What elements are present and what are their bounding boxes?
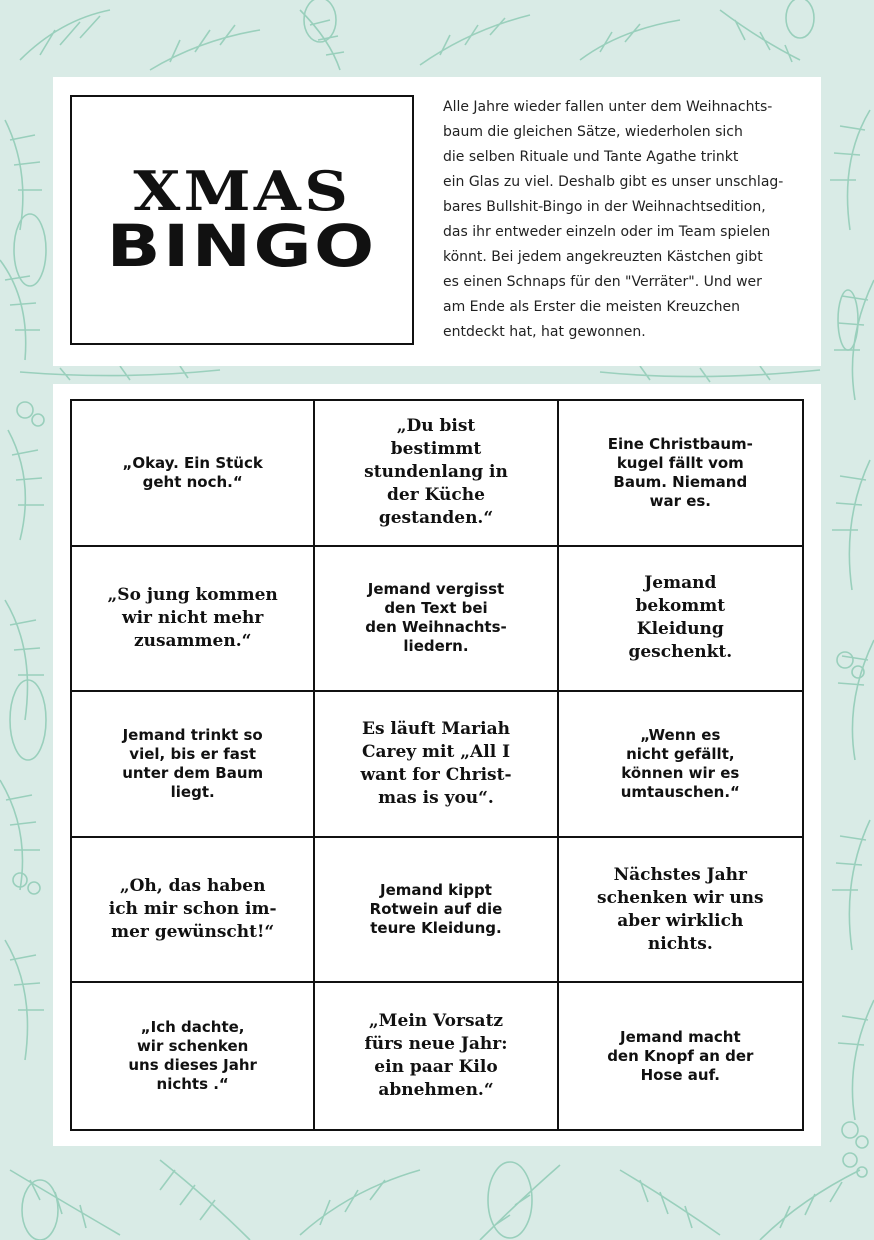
- bingo-cell[interactable]: Jemand kippt Rotwein auf die teure Kleidung.: [315, 838, 558, 984]
- bingo-cell[interactable]: Jemand macht den Knopf an der Hose auf.: [607, 1027, 754, 1084]
- bingo-cell[interactable]: „Ich dachte, wir schenken uns dieses Jahr nichts .“: [72, 983, 315, 1129]
- bingo-grid: [70, 399, 804, 1131]
- title-box: [70, 95, 414, 345]
- bingo-panel: [53, 384, 821, 1146]
- bingo-cell[interactable]: Jemand vergisst den Text bei den Weihnachts- liedern.: [315, 547, 558, 693]
- title-xmas: XMAS: [133, 159, 351, 223]
- bingo-cell[interactable]: „Du bist bestimmt stundenlang in der Küche gestanden.“: [315, 401, 558, 547]
- bingo-cell[interactable]: „Oh, das haben ich mir schon im- mer gewünscht!“: [72, 838, 315, 984]
- intro-panel: [53, 77, 821, 366]
- bingo-cell[interactable]: Jemand trinkt so viel, bis er fast unter dem Baum liegt.: [72, 692, 315, 838]
- bingo-cell[interactable]: „So jung kommen wir nicht mehr zusammen.“: [72, 547, 315, 693]
- title-bingo: BINGO: [107, 212, 377, 280]
- bingo-cell[interactable]: „Mein Vorsatz fürs neue Jahr: ein paar Kilo abnehmen.“: [315, 983, 558, 1129]
- bingo-cell[interactable]: Es läuft Mariah Carey mit „All I want for Christ- mas is you“.: [315, 692, 558, 838]
- bingo-cell[interactable]: „Okay. Ein Stück geht noch.“: [72, 401, 315, 547]
- intro-paragraph: Alle Jahre wieder fallen unter dem Weihnachts- baum die gleichen Sätze, wiederholen sich die selben Rituale und Tante Agathe trinkt ein Glas zu viel. Deshalb gibt es unser unschlag- bares Bullshit-Bingo in der Weihnachtsedition, das ihr entweder einzeln oder im Team spielen könnt. Bei jedem angekreuzten Kästchen gibt es einen Schnaps für den "Verräter". Und wer am Ende als Erster die meisten Kreuzchen entdeckt hat, hat gewonnen.: [443, 99, 784, 340]
- bingo-cell[interactable]: „Wenn es nicht gefällt, können wir es umtauschen.“: [559, 692, 802, 838]
- bingo-cell[interactable]: Nächstes Jahr schenken wir uns aber wirklich nichts.: [559, 838, 802, 984]
- bingo-cell[interactable]: Eine Christbaum- kugel fällt vom Baum. Niemand war es.: [559, 401, 802, 547]
- bingo-cell[interactable]: Jemand bekommt Kleidung geschenkt.: [559, 547, 802, 693]
